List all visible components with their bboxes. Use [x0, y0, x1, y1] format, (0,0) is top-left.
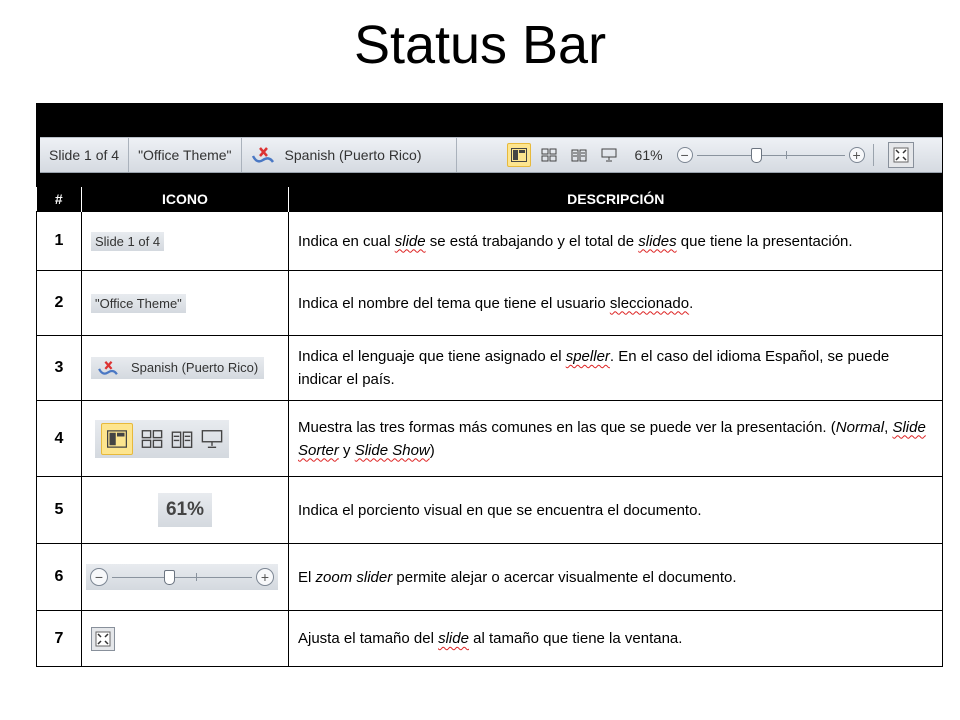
col-header-desc: DESCRIPCIÓN: [289, 187, 943, 212]
row-description: Ajusta el tamaño del slide al tamaño que tiene la ventana.: [289, 611, 943, 667]
row-icon: [82, 401, 289, 477]
spell-check-icon: [97, 360, 119, 376]
zoom-slider[interactable]: [677, 147, 865, 163]
table-row: [37, 544, 943, 611]
description-table: [36, 187, 943, 667]
header-band: [36, 103, 943, 187]
page-title: Status Bar: [353, 15, 607, 75]
table-row: [37, 271, 943, 336]
slide-show-icon: [601, 148, 617, 162]
row-number: 1: [37, 212, 82, 271]
normal-view-icon: [101, 423, 133, 455]
zoom-in-icon: +: [256, 568, 274, 586]
zoom-slider-sample: [86, 564, 278, 590]
slide-sorter-icon: [541, 148, 557, 162]
divider: [873, 144, 874, 166]
zoom-out-icon: −: [90, 568, 108, 586]
row-number: 4: [37, 401, 82, 477]
theme-sample: "Office Theme": [91, 294, 186, 313]
zoom-track[interactable]: [697, 147, 845, 163]
normal-view-icon: [511, 148, 527, 162]
zoom-in-button[interactable]: +: [849, 147, 865, 163]
zoom-track: [112, 568, 252, 586]
slide-show-button[interactable]: [597, 143, 621, 167]
zoom-level-sample: 61%: [158, 493, 212, 527]
row-icon: [82, 212, 289, 271]
view-buttons: [507, 143, 621, 167]
row-description: Indica el porciento visual en que se encuentra el documento.: [289, 477, 943, 544]
zoom-thumb[interactable]: [751, 148, 762, 163]
row-number: 5: [37, 477, 82, 544]
row-icon: [82, 336, 289, 401]
slide-counter-sample: Slide 1 of 4: [91, 232, 164, 251]
row-description: Indica en cual slide se está trabajando y el total de slides que tiene la presentación.: [289, 212, 943, 271]
slide-show-icon: [201, 429, 223, 449]
zoom-out-button[interactable]: −: [677, 147, 693, 163]
row-description: Indica el lenguaje que tiene asignado el speller. En el caso del idioma Español, se puede indicar el país.: [289, 336, 943, 401]
reading-view-button[interactable]: [567, 143, 591, 167]
row-icon: [82, 477, 289, 544]
row-number: 6: [37, 544, 82, 611]
status-bar-reference: [36, 103, 943, 668]
row-description: Indica el nombre del tema que tiene el usuario sleccionado.: [289, 271, 943, 336]
reading-view-icon: [571, 148, 587, 162]
reading-view-icon: [171, 429, 193, 449]
row-icon: [82, 271, 289, 336]
zoom-level[interactable]: 61%: [634, 147, 663, 163]
slide-sorter-icon: [141, 429, 163, 449]
theme-name[interactable]: "Office Theme": [129, 138, 241, 172]
table-row: [37, 611, 943, 667]
col-header-num: #: [37, 187, 82, 212]
table-row: [37, 401, 943, 477]
row-number: 7: [37, 611, 82, 667]
language-indicator[interactable]: [242, 138, 457, 172]
normal-view-button[interactable]: [507, 143, 531, 167]
table-row: [37, 477, 943, 544]
table-row: [37, 336, 943, 401]
row-description: Muestra las tres formas más comunes en las que se puede ver la presentación. (Normal, Slide Sorter y Slide Show): [289, 401, 943, 477]
col-header-icon: ICONO: [82, 187, 289, 212]
view-buttons-sample: [95, 420, 229, 458]
status-bar: [40, 137, 942, 173]
row-icon: [82, 544, 289, 611]
slide-sorter-button[interactable]: [537, 143, 561, 167]
row-number: 2: [37, 271, 82, 336]
row-description: El zoom slider permite alejar o acercar visualmente el documento.: [289, 544, 943, 611]
row-number: 3: [37, 336, 82, 401]
table-row: [37, 212, 943, 271]
row-icon: [82, 611, 289, 667]
language-label: Spanish (Puerto Rico): [284, 147, 422, 163]
slide-counter[interactable]: Slide 1 of 4: [40, 138, 129, 172]
language-sample: Spanish (Puerto Rico): [91, 357, 264, 379]
fit-to-window-button[interactable]: [888, 142, 914, 168]
fit-window-icon: [893, 147, 909, 163]
fit-window-icon: [91, 627, 115, 651]
spell-check-icon: [251, 146, 275, 164]
